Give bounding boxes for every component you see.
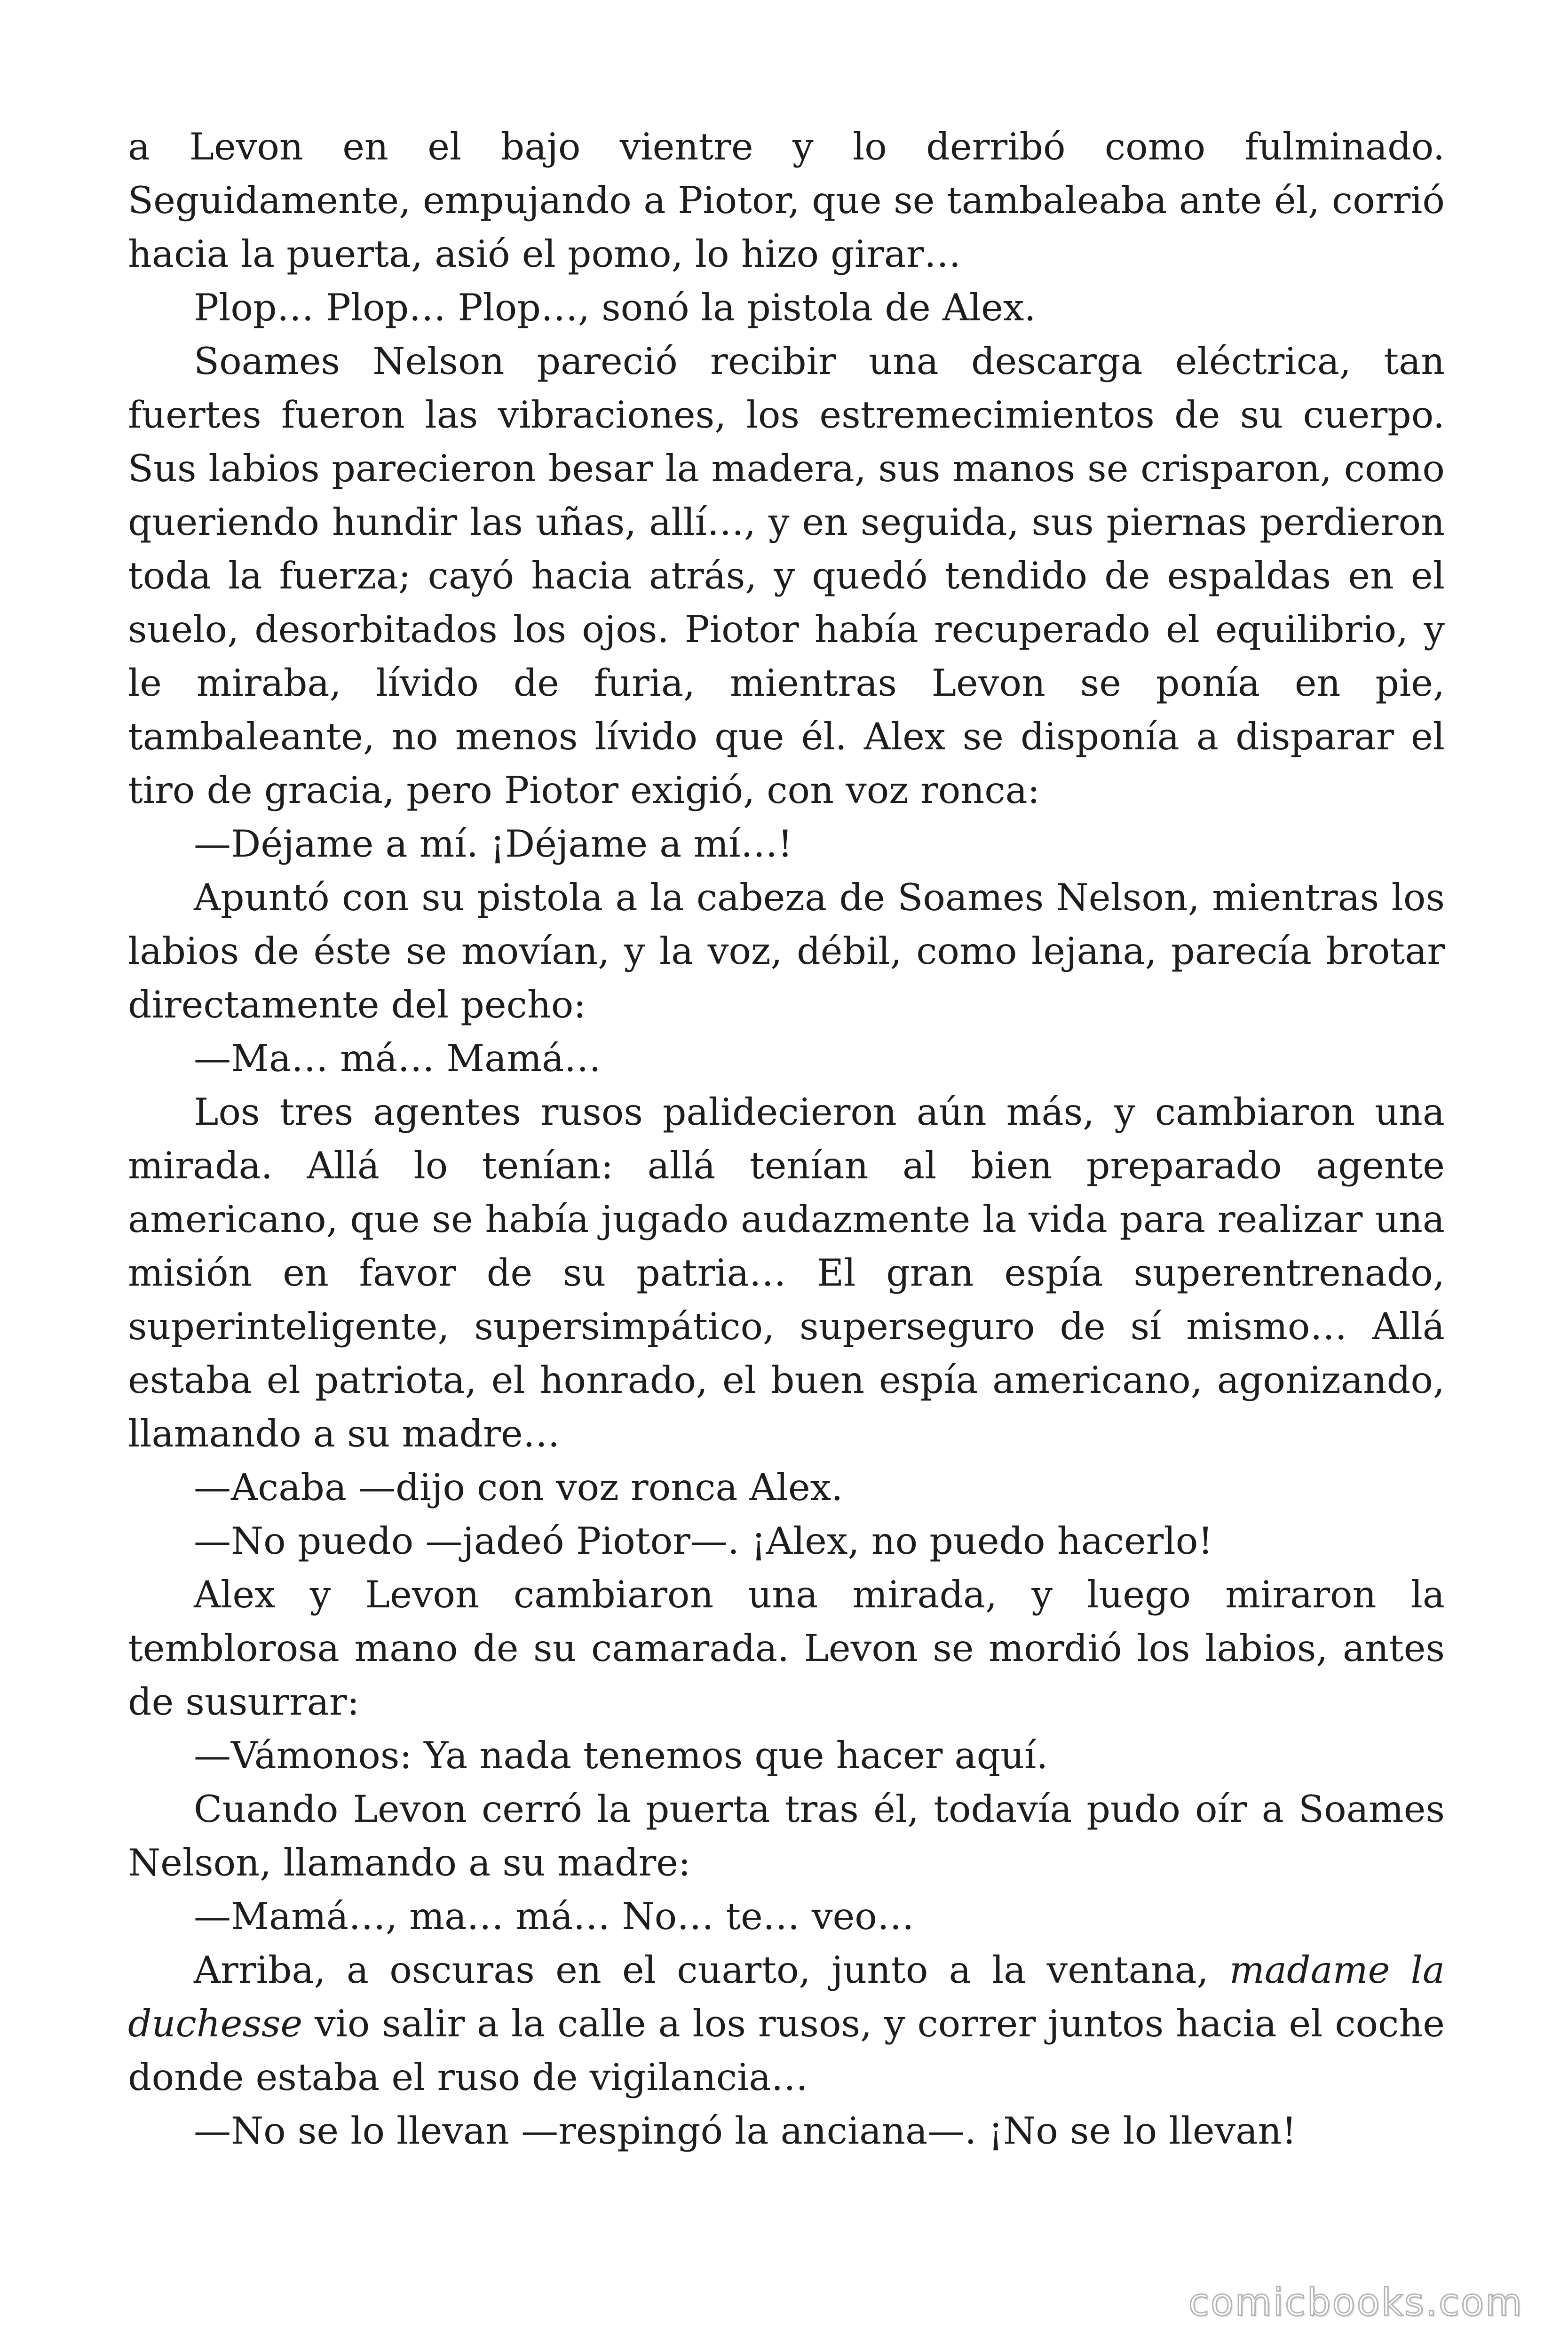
paragraph: —No se lo llevan —respingó la anciana—. ¡No se lo llevan!: [194, 2109, 1297, 2153]
paragraph: —Mamá…, ma… má… No… te… veo…: [194, 1895, 914, 1938]
paragraph-text-before: Arriba, a oscuras en el cuarto, junto a la ventana,: [194, 1948, 1230, 1992]
paragraph: [128, 1943, 1445, 2104]
page-text: [128, 120, 1445, 2158]
paragraph: Plop… Plop… Plop…, sonó la pistola de Alex.: [194, 286, 1036, 329]
paragraph: —Ma… má… Mamá…: [194, 1037, 602, 1080]
paragraph: —Déjame a mí. ¡Déjame a mí…!: [194, 822, 793, 866]
watermark: comicbooks.com: [1188, 2280, 1523, 2324]
paragraph: Soames Nelson pareció recibir una descarga eléctrica, tan fuertes fueron las vibraciones, los estremecimientos de su cuerpo. Sus labios parecieron besar la madera, sus manos se crisparon, como queriendo hundir las uñas, allí…, y en seguida, sus piernas perdieron toda la fuerza; cayó hacia atrás, y quedó tendido de espaldas en el suelo, desorbitados los ojos. Piotor había recuperado el equilibrio, y le miraba, lívido de furia, mientras Levon se ponía en pie, tambaleante, no menos lívido que él. Alex se disponía a disparar el tiro de gracia, pero Piotor exigió, con voz ronca:: [128, 340, 1445, 812]
paragraph: Los tres agentes rusos palidecieron aún más, y cambiaron una mirada. Allá lo tenían: allá tenían al bien preparado agente americano, que se había jugado audazmente la vida para realizar una misión en favor de su patria… El gran espía superentrenado, superinteligente, supersimpático, superseguro de sí mismo… Allá estaba el patriota, el honrado, el buen espía americano, agonizando, llamando a su madre…: [128, 1090, 1445, 1455]
paragraph: Cuando Levon cerró la puerta tras él, todavía pudo oír a Soames Nelson, llamando a su madre:: [128, 1788, 1445, 1884]
paragraph: a Levon en el bajo vientre y lo derribó como fulminado. Seguidamente, empujando a Piotor, que se tambaleaba ante él, corrió hacia la puerta, asió el pomo, lo hizo girar…: [128, 125, 1445, 276]
paragraph: Apuntó con su pistola a la cabeza de Soames Nelson, mientras los labios de éste se movían, y la voz, débil, como lejana, parecía brotar directamente del pecho:: [128, 876, 1445, 1026]
paragraph: —Acaba —dijo con voz ronca Alex.: [194, 1466, 843, 1509]
paragraph: —Vámonos: Ya nada tenemos que hacer aquí.: [194, 1734, 1048, 1777]
paragraph: Alex y Levon cambiaron una mirada, y luego miraron la temblorosa mano de su camarada. Levon se mordió los labios, antes de susurrar:: [128, 1573, 1445, 1724]
italic-phrase: madame la duchesse: [128, 1948, 1445, 2045]
paragraph-text-after: vio salir a la calle a los rusos, y correr juntos hacia el coche donde estaba el ruso de vigilancia…: [128, 2002, 1445, 2099]
paragraph: —No puedo —jadeó Piotor—. ¡Alex, no puedo hacerlo!: [194, 1519, 1213, 1563]
